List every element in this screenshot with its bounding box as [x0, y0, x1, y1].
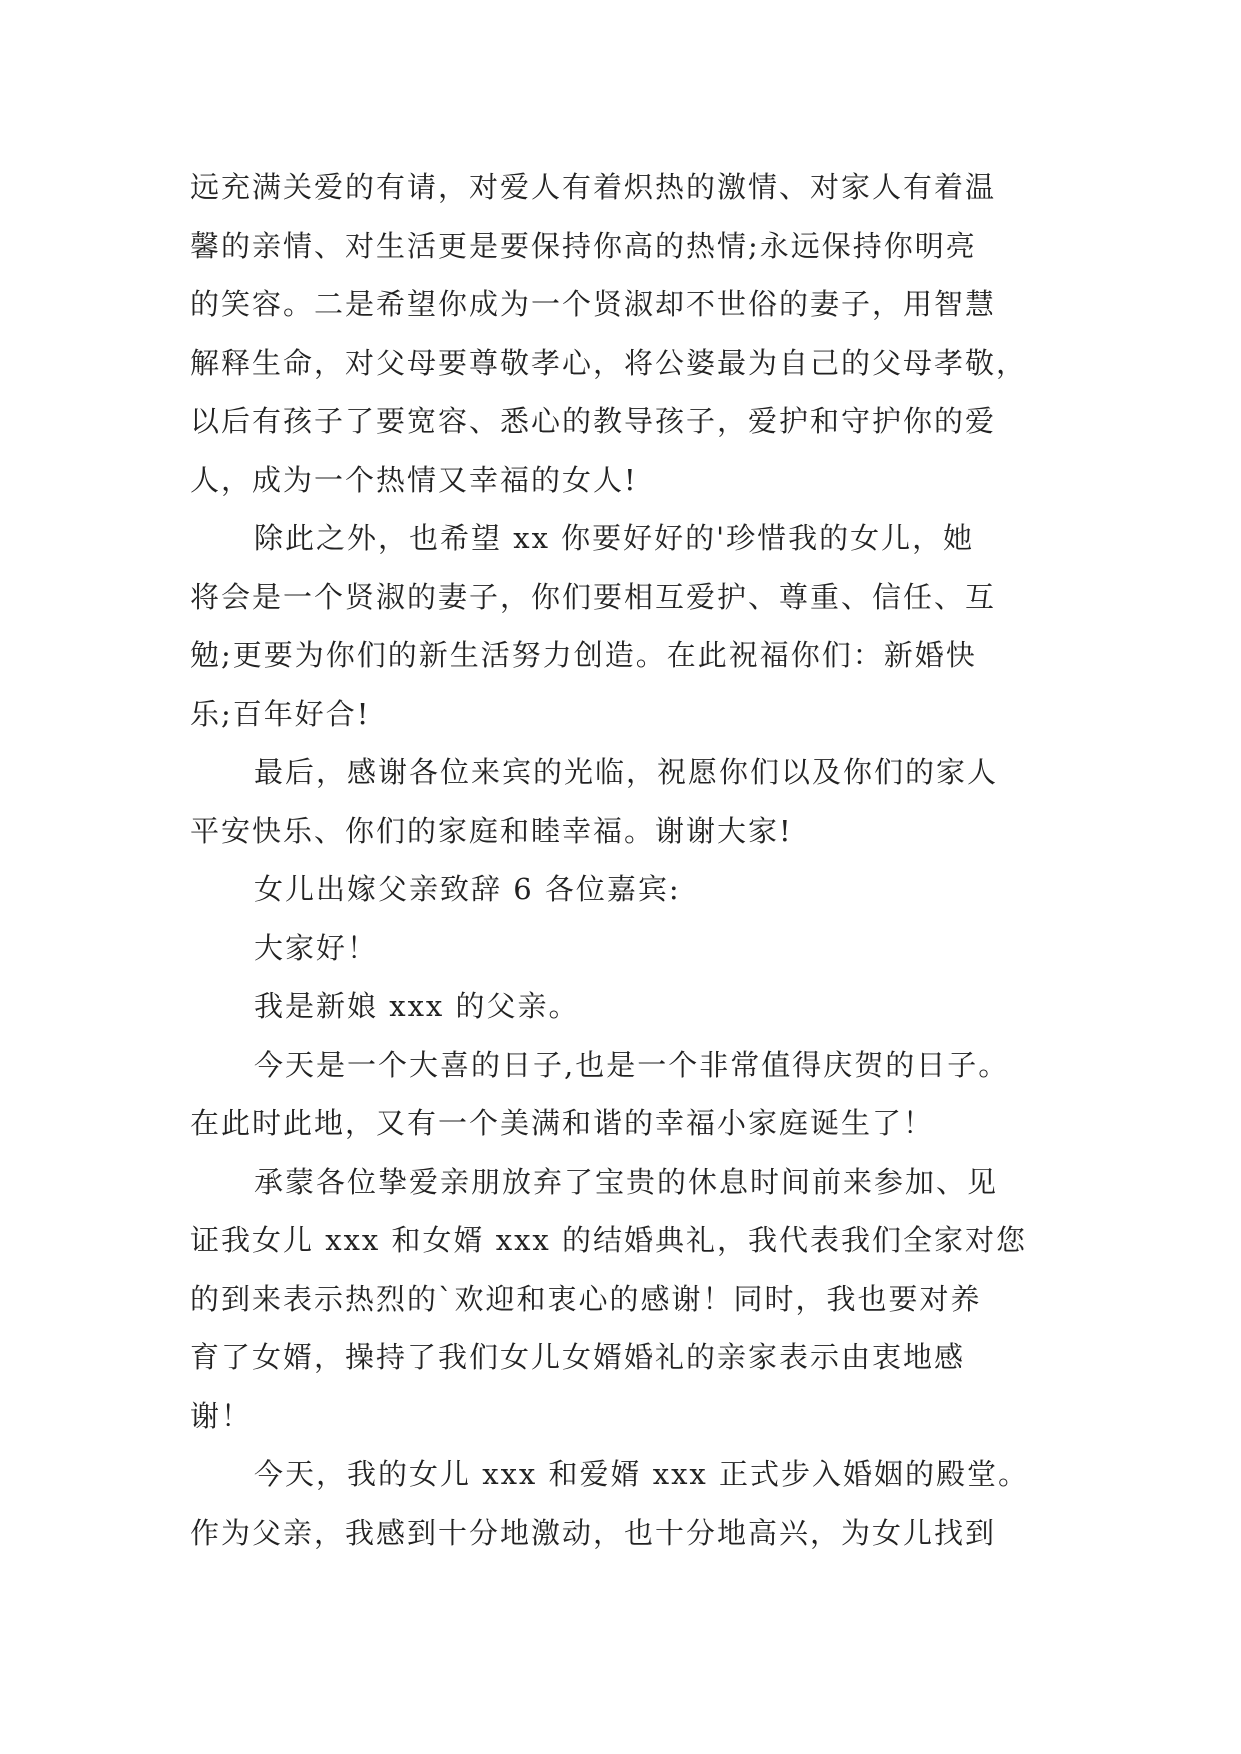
text-line: 平安快乐、你们的家庭和睦幸福。谢谢大家!: [190, 813, 793, 848]
text-line: 的到来表示热烈的`欢迎和衷心的感谢！同时，我也要对养: [190, 1281, 982, 1316]
text-line: 谢！: [190, 1398, 253, 1433]
text-line: 证我女儿 xxx 和女婿 xxx 的结婚典礼，我代表我们全家对您: [190, 1223, 1028, 1257]
text-line: 的笑容。二是希望你成为一个贤淑却不世俗的妻子，用智慧: [190, 287, 997, 321]
text-line: 以后有孩子了要宽容、悉心的教导孩子，爱护和守护你的爱: [190, 404, 997, 438]
section-heading-line: 女儿出嫁父亲致辞 6 各位嘉宾:: [254, 872, 681, 906]
text-line: 勉;更要为你们的新生活努力创造。在此祝福你们：新婚快: [190, 638, 977, 672]
document-body: [190, 158, 1060, 1562]
text-line: 远充满关爱的有请，对爱人有着炽热的激情、对家人有着温: [190, 170, 997, 204]
paragraph-start-line: 今天是一个大喜的日子,也是一个非常值得庆贺的日子。: [254, 1047, 1010, 1082]
paragraph-start-line: 除此之外，也希望 xx 你要好好的'珍惜我的女儿，她: [254, 521, 975, 555]
text-line: 馨的亲情、对生活更是要保持你高的热情;永远保持你明亮: [190, 228, 977, 263]
text-line: 人，成为一个热情又幸福的女人!: [190, 462, 638, 497]
paragraph-start-line: 承蒙各位挚爱亲朋放弃了宝贵的休息时间前来参加、见: [254, 1164, 999, 1199]
text-line: 育了女婿，操持了我们女儿女婿婚礼的亲家表示由衷地感: [190, 1340, 966, 1374]
text-line: 在此时此地，又有一个美满和谐的幸福小家庭诞生了！: [190, 1106, 935, 1140]
paragraph-start-line: 今天，我的女儿 xxx 和爱婿 xxx 正式步入婚姻的殿堂。: [254, 1457, 1030, 1491]
paragraph-start-line: 最后，感谢各位来宾的光临，祝愿你们以及你们的家人: [254, 755, 999, 789]
paragraph-start-line: 我是新娘 xxx 的父亲。: [254, 989, 580, 1023]
text-line: 乐;百年好合!: [190, 696, 371, 731]
greeting-line: 大家好！: [254, 930, 379, 965]
text-line: 解释生命，对父母要尊敬孝心，将公婆最为自己的父母孝敬，: [190, 345, 1028, 380]
text-line: 作为父亲，我感到十分地激动，也十分地高兴，为女儿找到: [190, 1515, 997, 1550]
text-line: 将会是一个贤淑的妻子，你们要相互爱护、尊重、信任、互: [190, 579, 997, 614]
